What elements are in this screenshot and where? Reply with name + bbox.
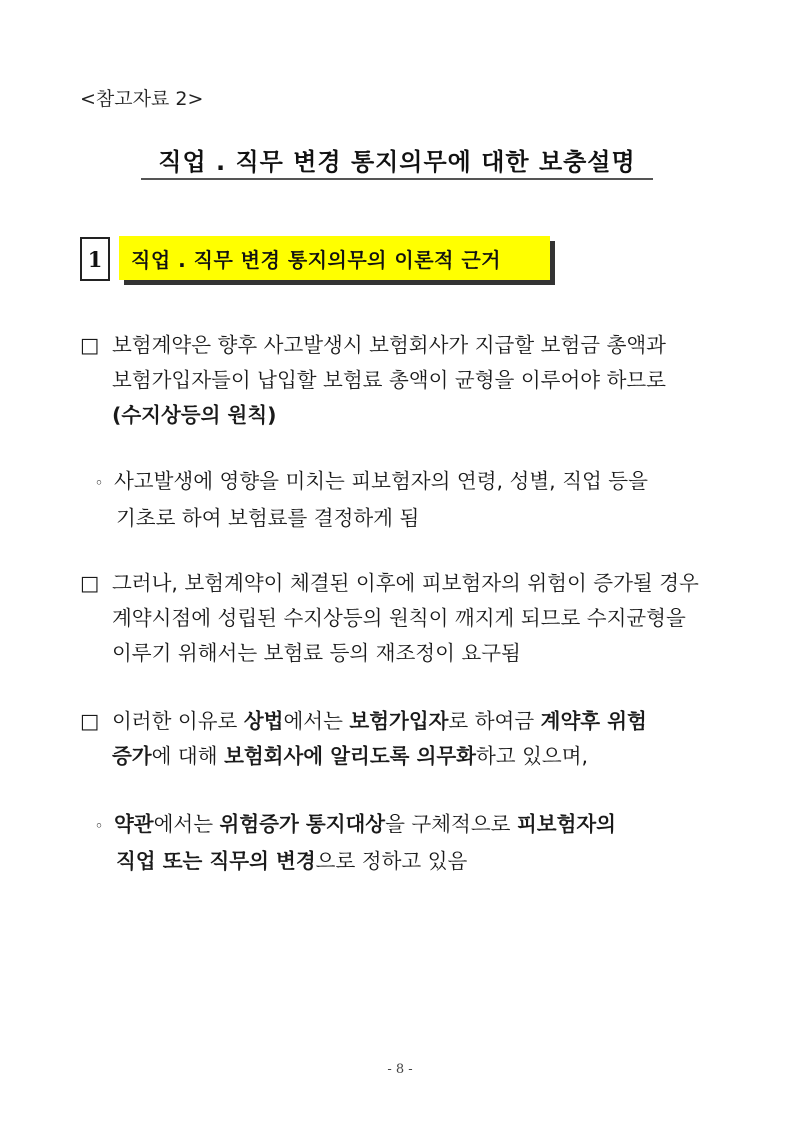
term-notify-obligation: 보험회사에 알리도록 의무화 [224, 744, 476, 768]
circle-bullet-icon: ◦ [94, 474, 104, 492]
title-underline [141, 178, 653, 180]
paragraph-2-line-1: 사고발생에 영향을 미치는 피보험자의 연령, 성별, 직업 등을 [114, 469, 648, 493]
checkbox-bullet-icon: □ [80, 571, 100, 595]
paragraph-1-line-2: 보험가입자들이 납입할 보험료 총액이 균형을 이루어야 하므로 [112, 368, 666, 392]
page-number: - 8 - [387, 1062, 413, 1077]
term-policyholder: 보험가입자 [349, 709, 449, 733]
paragraph-2 [84, 464, 724, 536]
paragraph-3-line-2: 계약시점에 성립된 수지상등의 원칙이 깨지게 되므로 수지균형을 [112, 606, 686, 630]
section-number: 1 [80, 237, 110, 281]
paragraph-1-line-3: (수지상등의 원칙) [112, 403, 277, 427]
section-heading [119, 236, 550, 280]
paragraph-3 [80, 566, 720, 671]
paragraph-1 [80, 328, 720, 433]
paragraph-4: □ 이러한 이유로 상법에서는 보험가입자로 하여금 계약후 위험 증가에 대해 보험회사에 알리도록 의무화하고 있으며, [80, 704, 720, 774]
circle-bullet-icon: ◦ [94, 817, 104, 835]
paragraph-3-line-3: 이루기 위해서는 보험료 등의 재조정이 요구됨 [112, 641, 521, 665]
term-increase: 증가 [112, 744, 152, 768]
term-risk-notify-target: 위험증가 통지대상 [219, 812, 386, 836]
section-heading-text: 직업 . 직무 변경 통지의무의 이론적 근거 [131, 247, 501, 272]
checkbox-bullet-icon: □ [80, 709, 100, 733]
document-title: 직업 . 직무 변경 통지의무에 대한 보충설명 [158, 148, 636, 176]
paragraph-3-line-1: 그러나, 보험계약이 체결된 이후에 피보험자의 위험이 증가될 경우 [112, 571, 699, 595]
paragraph-1-line-1: 보험계약은 향후 사고발생시 보험회사가 지급할 보험금 총액과 [112, 333, 666, 357]
term-post-contract-risk: 계약후 위험 [540, 709, 647, 733]
term-terms: 약관 [114, 812, 154, 836]
term-insured: 피보험자의 [516, 812, 616, 836]
paragraph-5: ◦ 약관에서는 위험증가 통지대상을 구체적으로 피보험자의 직업 또는 직무의 변경으로 정하고 있음 [84, 807, 724, 879]
term-job-change: 직업 또는 직무의 변경 [116, 849, 316, 873]
reference-label: <참고자료 2> [80, 88, 204, 110]
checkbox-bullet-icon: □ [80, 333, 100, 357]
paragraph-2-line-2: 기초로 하여 보험료를 결정하게 됨 [116, 506, 420, 530]
term-commercial-law: 상법 [243, 709, 284, 733]
